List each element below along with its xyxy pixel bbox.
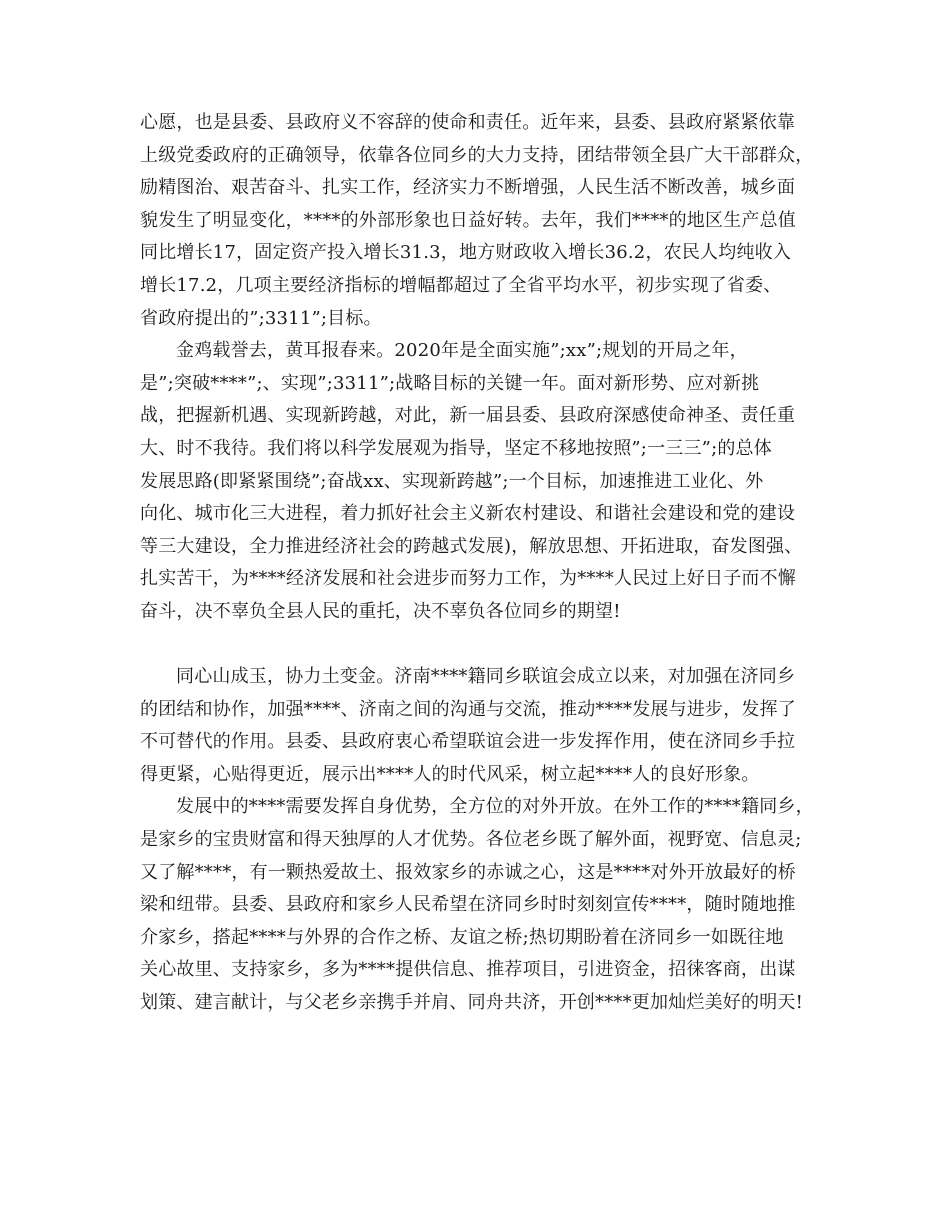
text-line: 向化、城市化三大进程，着力抓好社会主义新农村建设、和谐社会建设和党的建设 <box>140 503 796 525</box>
text-line: 励精图治、艰苦奋斗、扎实工作，经济实力不断增强，人民生活不断改善，城乡面 <box>140 177 796 199</box>
text-line: 战，把握新机遇、实现新跨越，对此，新一届县委、县政府深感使命神圣、责任重 <box>140 405 796 427</box>
text-line: 省政府提出的”;3311”;目标。 <box>140 307 382 329</box>
text-line: 等三大建设，全力推进经济社会的跨越式发展)，解放思想、开拓进取，奋发图强、 <box>140 535 803 557</box>
text-line: 划策、建言献计，与父老乡亲携手并肩、同舟共济，开创****更加灿烂美好的明天! <box>140 992 804 1014</box>
text-line: 上级党委政府的正确领导，依靠各位同乡的大力支持，团结带领全县广大干部群众， <box>140 144 814 166</box>
text-line: 不可替代的作用。县委、县政府衷心希望联谊会进一步发挥作用，使在济同乡手拉 <box>140 731 796 753</box>
text-line: 奋斗，决不辜负全县人民的重托，决不辜负各位同乡的期望! <box>140 600 621 622</box>
text-line: 介家乡，搭起****与外界的合作之桥、友谊之桥;热切期盼着在济同乡一如既往地 <box>140 926 784 948</box>
text-line: 的团结和协作，加强****、济南之间的沟通与交流，推动****发展与进步，发挥了 <box>140 698 796 720</box>
text-line: 得更紧，心贴得更近，展示出****人的时代风采，树立起****人的良好形象。 <box>140 763 760 785</box>
document-body <box>140 107 824 1020</box>
text-line: 发展中的****需要发挥自身优势，全方位的对外开放。在外工作的****籍同乡， <box>176 796 814 818</box>
text-line: 梁和纽带。县委、县政府和家乡人民希望在济同乡时时刻刻宣传****，随时随地推 <box>140 894 796 916</box>
text-line: 大、时不我待。我们将以科学发展观为指导，坚定不移地按照”;一三三”;的总体 <box>140 437 772 459</box>
text-line: 是”;突破****”;、实现”;3311”;战略目标的关键一年。面对新形势、应对新挑 <box>140 372 760 394</box>
text-line: 又了解****，有一颗热爱故土、报效家乡的赤诚之心，这是****对外开放最好的桥 <box>140 861 796 883</box>
text-line: 金鸡载誉去，黄耳报春来。2020年是全面实施”;xx”;规划的开局之年， <box>176 340 748 362</box>
text-line: 同心山成玉，协力土变金。济南****籍同乡联谊会成立以来，对加强在济同乡 <box>176 666 796 688</box>
paragraph-3 <box>140 661 824 791</box>
paragraph-4 <box>140 791 824 1019</box>
text-line: 是家乡的宝贵财富和得天独厚的人才优势。各位老乡既了解外面，视野宽、信息灵; <box>140 829 802 851</box>
text-line: 增长17.2，几项主要经济指标的增幅都超过了全省平均水平，初步实现了省委、 <box>140 274 782 296</box>
text-line: 发展思路(即紧紧围绕”;奋战xx、实现新跨越”;一个目标，加速推进工业化、外 <box>140 470 764 492</box>
text-line: 貌发生了明显变化，****的外部形象也日益好转。去年，我们****的地区生产总值 <box>140 209 796 231</box>
text-line <box>140 629 824 662</box>
text-line: 关心故里、支持家乡，多为****提供信息、推荐项目，引进资金，招徕客商，出谋 <box>140 959 796 981</box>
paragraph-2 <box>140 335 824 661</box>
text-line: 同比增长17，固定资产投入增长31.3，地方财政收入增长36.2，农民人均纯收入 <box>140 242 792 264</box>
paragraph-1 <box>140 107 824 335</box>
text-line: 扎实苦干，为****经济发展和社会进步而努力工作，为****人民过上好日子而不懈 <box>140 568 796 590</box>
text-line: 心愿，也是县委、县政府义不容辞的使命和责任。近年来，县委、县政府紧紧依靠 <box>140 112 796 133</box>
